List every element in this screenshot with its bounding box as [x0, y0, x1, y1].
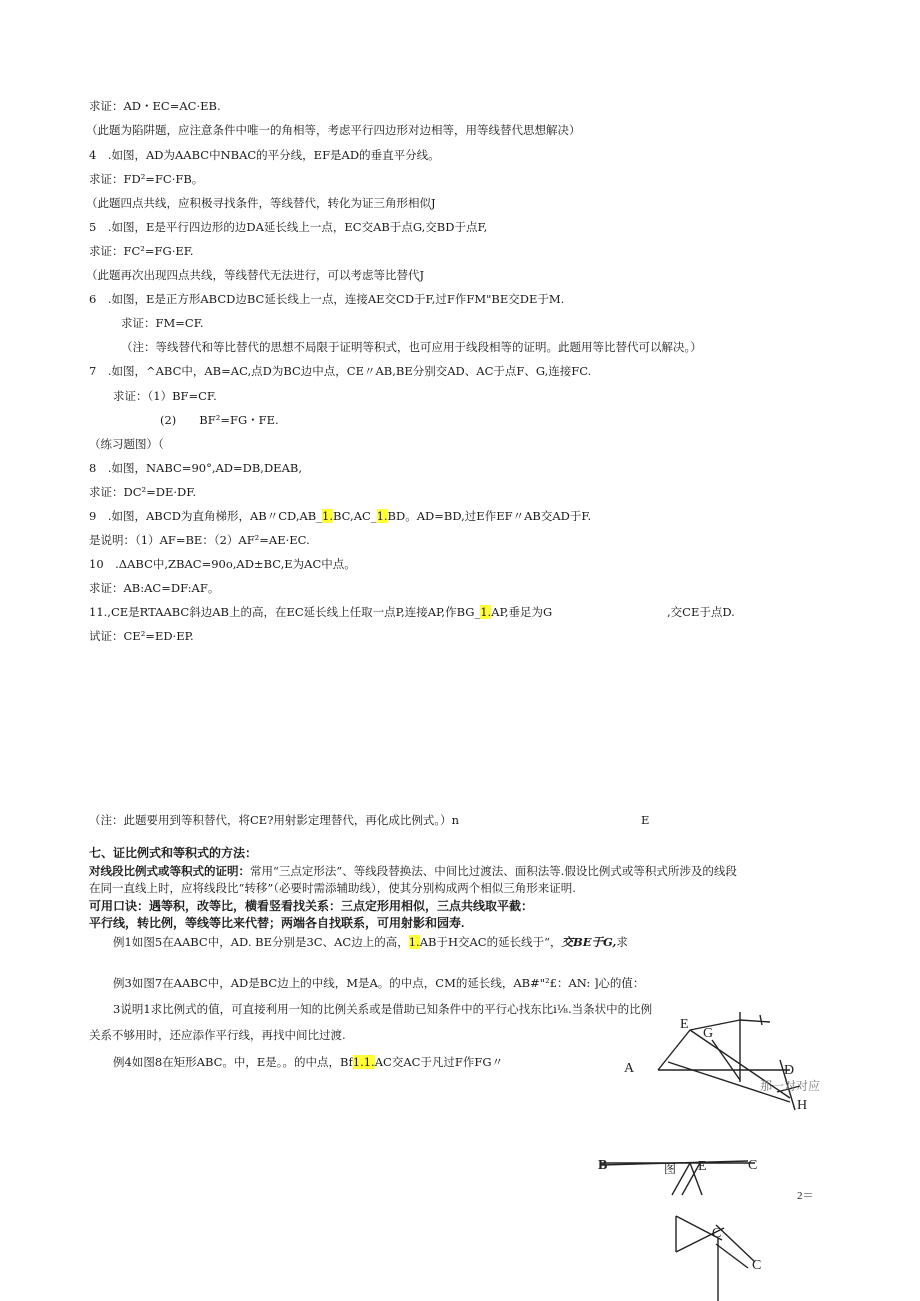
p8-statement: 8 .如图，NABC=90°,AD=DB,DEAB, [89, 461, 302, 475]
section7-para1-line2: 在同一直线上时，应将线段比“转移”（必要时需添辅助线），使其分别构成两个相似三角形来证明. [89, 881, 576, 895]
figure2-number: 2＝ [797, 1190, 814, 1202]
practice-title: （练习题图）（ [89, 437, 164, 451]
mnemonic-line2: 平行线，转比例，等线等比来代替；两端各自找联系，可用射影和园寿. [89, 916, 465, 930]
example3: 例3如图7在AABC中，AD是BC边上的中线，M是A。的中点，CM的延长线，AB#"²£：AN: ]心的值： [113, 976, 645, 990]
p8-prove: 求证：DC²=DE·DF. [89, 485, 197, 499]
p3-note: （此题为陷阱题，应注意条件中唯一的角相等，考虑平行四边形对边相等，用等线替代思想解决） [86, 123, 581, 137]
figure2-label-b: B [598, 1158, 608, 1173]
p7-prove-2: (2) BF²=FG・FE. [160, 413, 279, 427]
p6-prove: 求证：FM=CF. [121, 316, 204, 330]
highlight-mark: 1. [322, 509, 333, 523]
figure-2-baseline [600, 1161, 755, 1195]
example1: 例1如图5在AABC中，AD. BE分别是3C、AC边上的高，1.AB于H交AC的延长线于“，交BE于G,求 [113, 935, 628, 949]
highlight-mark: 1. [376, 509, 388, 523]
p11-note-e: E [641, 813, 650, 827]
highlight-mark: 1. [480, 605, 492, 619]
highlight-mark: 1. [408, 935, 420, 949]
p11-statement-end: ,交CE于点D. [667, 605, 735, 619]
figure1-label-h: H [797, 1098, 808, 1113]
figure1-label-d: D [784, 1063, 795, 1078]
note3-line1: 3说明1求比例式的值，可直接利用一知的比例关系或是借助已知条件中的平行心找东比i⅛.当条状中的比例 [113, 1002, 653, 1016]
figure1-caption: 那一对对应 [760, 1079, 821, 1093]
figure2-label-e: E [698, 1159, 707, 1174]
p10-statement: 10 .ΔABC中,ZBAC=90o,AD±BC,E为AC中点。 [89, 557, 356, 571]
mnemonic-line1: 可用口诀：遇等积，改等比，横看竖看找关系：三点定形用相似，三点共线取平截： [89, 899, 534, 913]
p7-prove-1: 求证：（1）BF=CF. [113, 389, 217, 403]
p11-prove: 试证：CE²=ED·EP. [89, 629, 194, 643]
p5-statement: 5 .如图，E是平行四边形的边DA延长线上一点，EC交AB于点G,交BD于点F, [89, 220, 488, 234]
highlight-mark: 1.1. [352, 1055, 375, 1069]
note3-line2: 关系不够用时，还应添作平行线，再找中间比过渡. [89, 1028, 346, 1042]
figure2-label-c: C [748, 1158, 758, 1173]
p4-note: （此题四点共线，应积极寻找条件，等线替代，转化为证三角形相似J [86, 196, 436, 210]
section7-heading: 七、证比例式和等积式的方法： [89, 846, 258, 860]
figure1-label-e: E [680, 1017, 689, 1032]
p4-prove: 求证：FD²=FC·FB。 [89, 172, 204, 186]
p5-prove: 求证：FC²=FG·EF. [89, 244, 194, 258]
p4-statement: 4 .如图，AD为AABC中NBAC的平分线，EF是AD的垂直平分线。 [89, 148, 440, 162]
figure3-label-c2: C [752, 1258, 762, 1273]
p11-statement: 11.,CE是RTAABC斜边AB上的高，在EC延长线上任取一点P,连接AP,作BG_1.AP,垂足为G [89, 605, 553, 619]
p7-statement: 7 .如图，^ABC中，AB=AC,点D为BC边中点，CE〃AB,BE分别交AD、AC于点F、G,连接FC. [89, 364, 592, 378]
figure2-label-fig: 图 [664, 1162, 677, 1176]
p9-prove: 是说明：（1）AF=BE：（2）AF²=AE·EC. [89, 533, 310, 547]
p10-prove: 求证：AB:AC=DF:AF。 [89, 581, 220, 595]
p5-note: （此题再次出现四点共线，等线替代无法进行，可以考虑等比替代J [86, 268, 425, 282]
figure1-label-a: A [624, 1061, 635, 1076]
p6-statement: 6 .如图，E是正方形ABCD边BC延长线上一点，连接AE交CD于F,过F作FM"BE交DE于M. [89, 292, 565, 306]
section7-para1: 对线段比例式或等积式的证明：常用“三点定形法”、等线段替换法、中间比过渡法、面积法等.假设比例式或等积式所涉及的线段 [89, 864, 737, 878]
p11-note: （注：此题要用到等积替代，将CE?用射影定理替代，再化成比例式。）n [89, 813, 460, 827]
p9-statement: 9 .如图，ABCD为直角梯形，AB〃CD,AB_1.BC,AC_1.BD。AD=BD,过E作EF〃AB交AD于F. [89, 509, 592, 523]
figure1-label-g: G [703, 1026, 714, 1041]
p6-note: （注：等线替代和等比替代的思想不局限于证明等积式，也可应用于线段相等的证明。此题用等比替代可以解决。） [121, 340, 702, 354]
example4: 例4如图8在矩形ABC。中，E是。。的中点，Bf1.1.AC交AC于凡过F作FG〃 [113, 1055, 504, 1069]
figure3-label-c1: C [712, 1226, 722, 1241]
p3-prove: 求证：AD・EC=AC·EB. [89, 99, 221, 113]
